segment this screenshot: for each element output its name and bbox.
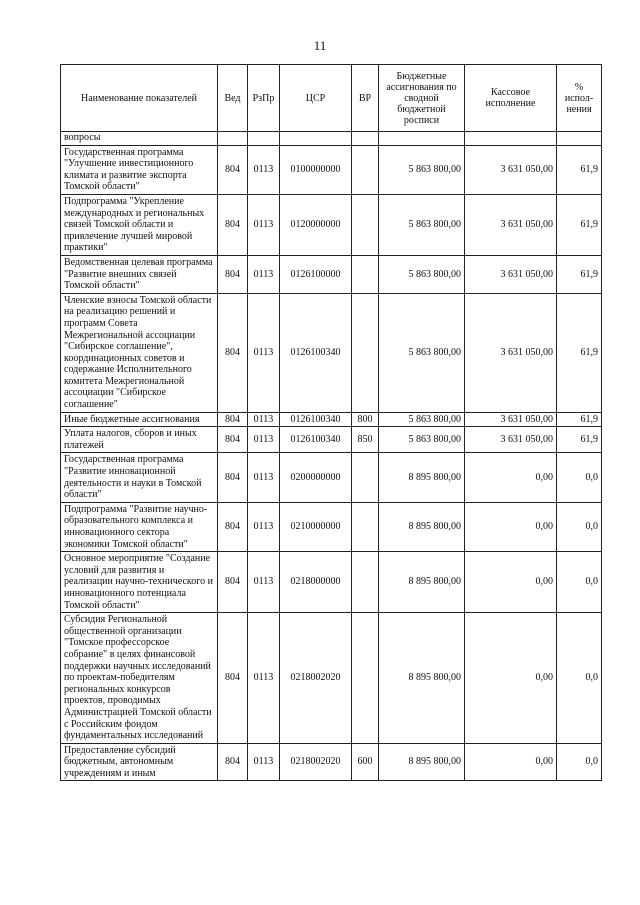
cell-rzpr: 0113 bbox=[248, 412, 280, 427]
cell-budget: 5 863 800,00 bbox=[379, 194, 465, 255]
cell-name: Подпрограмма "Укрепление международных и региональных связей Томской области и привлечение лучшей мировой практики" bbox=[61, 194, 218, 255]
cell-ved: 804 bbox=[218, 412, 248, 427]
cell-csr: 0200000000 bbox=[280, 453, 352, 502]
cell-csr: 0100000000 bbox=[280, 145, 352, 194]
cell-budget bbox=[379, 132, 465, 146]
cell-ved: 804 bbox=[218, 293, 248, 412]
table-body bbox=[61, 132, 602, 781]
cell-budget: 8 895 800,00 bbox=[379, 743, 465, 781]
cell-rzpr: 0113 bbox=[248, 613, 280, 744]
cell-cash: 3 631 050,00 bbox=[465, 194, 557, 255]
cell-budget: 5 863 800,00 bbox=[379, 255, 465, 293]
cell-vr bbox=[352, 132, 379, 146]
cell-rzpr: 0113 bbox=[248, 194, 280, 255]
cell-name: Государственная программа "Улучшение инвестиционного климата и развитие экспорта Томской области" bbox=[61, 145, 218, 194]
cell-rzpr: 0113 bbox=[248, 145, 280, 194]
budget-execution-table bbox=[60, 64, 602, 781]
cell-percent: 0,0 bbox=[557, 453, 602, 502]
table-row bbox=[61, 552, 602, 613]
cell-name: Предоставление субсидий бюджетным, автономным учреждениям и иным bbox=[61, 743, 218, 781]
cell-vr bbox=[352, 453, 379, 502]
cell-rzpr: 0113 bbox=[248, 502, 280, 551]
header-csr: ЦСР bbox=[280, 65, 352, 132]
cell-name: Уплата налогов, сборов и иных платежей bbox=[61, 427, 218, 453]
cell-percent: 61,9 bbox=[557, 293, 602, 412]
cell-name: вопросы bbox=[61, 132, 218, 146]
cell-vr: 850 bbox=[352, 427, 379, 453]
table-row bbox=[61, 743, 602, 781]
cell-budget: 8 895 800,00 bbox=[379, 453, 465, 502]
cell-percent: 0,0 bbox=[557, 613, 602, 744]
cell-rzpr: 0113 bbox=[248, 427, 280, 453]
cell-percent: 0,0 bbox=[557, 502, 602, 551]
cell-csr: 0126100340 bbox=[280, 293, 352, 412]
cell-ved: 804 bbox=[218, 552, 248, 613]
cell-budget: 5 863 800,00 bbox=[379, 145, 465, 194]
cell-csr: 0126100340 bbox=[280, 412, 352, 427]
cell-vr bbox=[352, 552, 379, 613]
cell-cash: 0,00 bbox=[465, 552, 557, 613]
cell-cash bbox=[465, 132, 557, 146]
cell-csr: 0218000000 bbox=[280, 552, 352, 613]
cell-rzpr bbox=[248, 132, 280, 146]
cell-budget: 8 895 800,00 bbox=[379, 613, 465, 744]
cell-vr bbox=[352, 145, 379, 194]
cell-budget: 5 863 800,00 bbox=[379, 412, 465, 427]
cell-vr bbox=[352, 502, 379, 551]
cell-rzpr: 0113 bbox=[248, 255, 280, 293]
cell-rzpr: 0113 bbox=[248, 453, 280, 502]
header-vr: ВР bbox=[352, 65, 379, 132]
cell-name: Основное мероприятие "Создание условий для развития и реализации научно-технического и инновационного потенциала Томской области" bbox=[61, 552, 218, 613]
cell-percent: 61,9 bbox=[557, 412, 602, 427]
header-percent: % испол-нения bbox=[557, 65, 602, 132]
table-row bbox=[61, 502, 602, 551]
cell-percent: 61,9 bbox=[557, 427, 602, 453]
cell-budget: 8 895 800,00 bbox=[379, 552, 465, 613]
cell-vr bbox=[352, 194, 379, 255]
cell-vr: 600 bbox=[352, 743, 379, 781]
cell-ved: 804 bbox=[218, 743, 248, 781]
header-cash: Кассовое исполнение bbox=[465, 65, 557, 132]
cell-rzpr: 0113 bbox=[248, 743, 280, 781]
cell-ved: 804 bbox=[218, 145, 248, 194]
cell-ved: 804 bbox=[218, 427, 248, 453]
header-budget: Бюджетные ассигнования по сводной бюджетной росписи bbox=[379, 65, 465, 132]
table-header-row bbox=[61, 65, 602, 132]
cell-cash: 0,00 bbox=[465, 613, 557, 744]
cell-budget: 5 863 800,00 bbox=[379, 293, 465, 412]
cell-cash: 3 631 050,00 bbox=[465, 427, 557, 453]
cell-csr bbox=[280, 132, 352, 146]
cell-ved: 804 bbox=[218, 453, 248, 502]
header-ved: Вед bbox=[218, 65, 248, 132]
cell-percent: 0,0 bbox=[557, 552, 602, 613]
cell-name: Членские взносы Томской области на реализацию решений и программ Совета Межрегиональной ассоциации "Сибирское соглашение", координационных советов и содержание Исполнительного комитета Межрегиональной ассоциации "Сибирское соглашение" bbox=[61, 293, 218, 412]
cell-name: Подпрограмма "Развитие научно-образовательного комплекса и инновационного сектора экономики Томской области" bbox=[61, 502, 218, 551]
cell-percent: 61,9 bbox=[557, 145, 602, 194]
cell-ved: 804 bbox=[218, 255, 248, 293]
table-row bbox=[61, 453, 602, 502]
cell-vr bbox=[352, 255, 379, 293]
cell-ved: 804 bbox=[218, 194, 248, 255]
cell-cash: 0,00 bbox=[465, 502, 557, 551]
cell-cash: 3 631 050,00 bbox=[465, 255, 557, 293]
cell-percent bbox=[557, 132, 602, 146]
cell-ved: 804 bbox=[218, 502, 248, 551]
header-name: Наименование показателей bbox=[61, 65, 218, 132]
table-row bbox=[61, 255, 602, 293]
cell-cash: 0,00 bbox=[465, 453, 557, 502]
cell-name: Иные бюджетные ассигнования bbox=[61, 412, 218, 427]
table-row bbox=[61, 132, 602, 146]
page-number: 11 bbox=[313, 38, 327, 53]
cell-vr bbox=[352, 613, 379, 744]
cell-csr: 0210000000 bbox=[280, 502, 352, 551]
cell-csr: 0126100340 bbox=[280, 427, 352, 453]
cell-name: Субсидия Региональной общественной организации "Томское профессорское собрание" в целях финансовой поддержки научных исследований по проектам-победителям региональных конкурсов проектов, проводимых Администрацией Томской области с Российским фондом фундаментальных исследований bbox=[61, 613, 218, 744]
cell-vr bbox=[352, 293, 379, 412]
table-row bbox=[61, 613, 602, 744]
cell-cash: 3 631 050,00 bbox=[465, 145, 557, 194]
table-row bbox=[61, 194, 602, 255]
cell-name: Ведомственная целевая программа "Развитие внешних связей Томской области" bbox=[61, 255, 218, 293]
cell-ved: 804 bbox=[218, 613, 248, 744]
table-row bbox=[61, 145, 602, 194]
cell-name: Государственная программа "Развитие инновационной деятельности и науки в Томской области" bbox=[61, 453, 218, 502]
cell-csr: 0120000000 bbox=[280, 194, 352, 255]
cell-vr: 800 bbox=[352, 412, 379, 427]
cell-budget: 8 895 800,00 bbox=[379, 502, 465, 551]
cell-cash: 3 631 050,00 bbox=[465, 293, 557, 412]
cell-cash: 0,00 bbox=[465, 743, 557, 781]
cell-percent: 0,0 bbox=[557, 743, 602, 781]
cell-csr: 0218002020 bbox=[280, 743, 352, 781]
table-row bbox=[61, 427, 602, 453]
cell-cash: 3 631 050,00 bbox=[465, 412, 557, 427]
header-rzpr: РзПр bbox=[248, 65, 280, 132]
table-row bbox=[61, 412, 602, 427]
cell-percent: 61,9 bbox=[557, 194, 602, 255]
cell-csr: 0126100000 bbox=[280, 255, 352, 293]
cell-budget: 5 863 800,00 bbox=[379, 427, 465, 453]
table-row bbox=[61, 293, 602, 412]
cell-csr: 0218002020 bbox=[280, 613, 352, 744]
cell-rzpr: 0113 bbox=[248, 552, 280, 613]
cell-ved bbox=[218, 132, 248, 146]
cell-percent: 61,9 bbox=[557, 255, 602, 293]
cell-rzpr: 0113 bbox=[248, 293, 280, 412]
